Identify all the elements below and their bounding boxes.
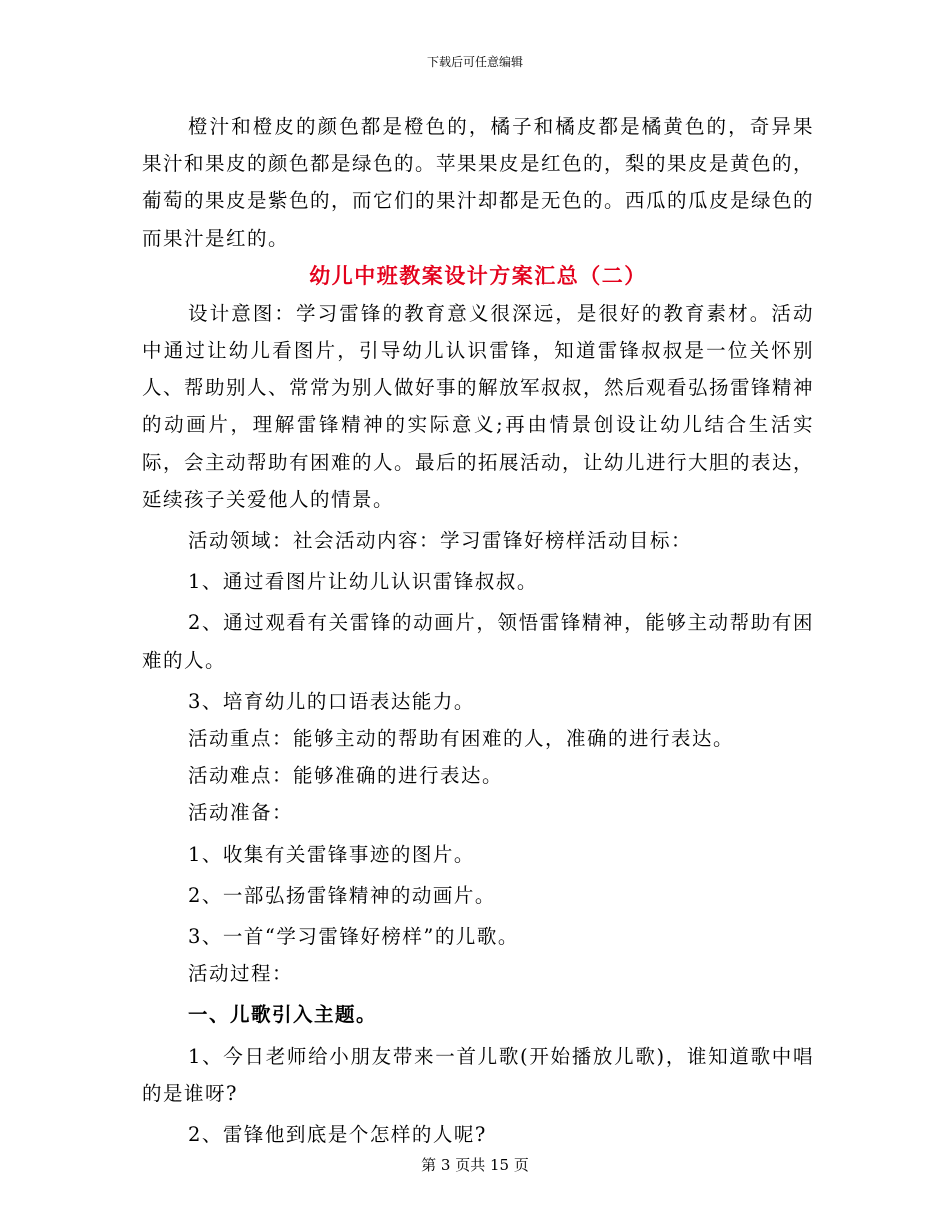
paragraph-difficulty: 活动难点：能够准确的进行表达。 (188, 764, 504, 788)
paragraph-step-1: 1、今日老师给小朋友带来一首儿歌(开始播放儿歌)，谁知道歌中唱的是谁呀? (142, 1044, 814, 1105)
paragraph-prep-3: 3、一首“学习雷锋好榜样”的儿歌。 (188, 925, 519, 949)
paragraph-fruit-colors: 橙汁和橙皮的颜色都是橙色的，橘子和橘皮都是橘黄色的，奇异果果汁和果皮的颜色都是绿色的。苹果果皮是红色的，梨的果皮是黄色的，葡萄的果皮是紫色的，而它们的果汁却都是无色的。西瓜的瓜皮是绿色的而果汁是红的。 (142, 115, 815, 250)
paragraph-goal-1: 1、通过看图片让幼儿认识雷锋叔叔。 (188, 570, 538, 594)
paragraph-design-intent: 设计意图：学习雷锋的教育意义很深远，是很好的教育素材。活动中通过让幼儿看图片，引导幼儿认识雷锋，知道雷锋叔叔是一位关怀别人、帮助别人、常常为别人做好事的解放军叔叔，然后观看弘扬雷锋精神的动画片，理解雷锋精神的实际意义;再由情景创设让幼儿结合生活实际，会主动帮助有困难的人。最后的拓展活动，让幼儿进行大胆的表达，延续孩子关爱他人的情景。 (142, 301, 815, 511)
document-body (142, 108, 814, 1153)
paragraph-activity-domain: 活动领域：社会活动内容：学习雷锋好榜样活动目标： (188, 529, 693, 553)
page-footer: 第 3 页共 15 页 (421, 1156, 529, 1174)
page-header: 下载后可任意编辑 (426, 55, 523, 69)
paragraph-prep-2: 2、一部弘扬雷锋精神的动画片。 (188, 883, 496, 907)
paragraph-step-2: 2、雷锋他到底是个怎样的人呢? (188, 1123, 487, 1147)
paragraph-step-heading: 一、儿歌引入主题。 (188, 1003, 378, 1027)
paragraph-preparation: 活动准备： (188, 801, 294, 825)
paragraph-prep-1: 1、收集有关雷锋事迹的图片。 (188, 842, 475, 866)
section-heading: 幼儿中班教案设计方案汇总（二） (309, 262, 647, 288)
paragraph-goal-3: 3、培育幼儿的口语表达能力。 (188, 689, 475, 713)
paragraph-key-point: 活动重点：能够主动的帮助有困难的人，准确的进行表达。 (188, 727, 735, 751)
paragraph-process: 活动过程： (188, 962, 294, 986)
paragraph-goal-2: 2、通过观看有关雷锋的动画片，领悟雷锋精神，能够主动帮助有困难的人。 (142, 611, 814, 672)
